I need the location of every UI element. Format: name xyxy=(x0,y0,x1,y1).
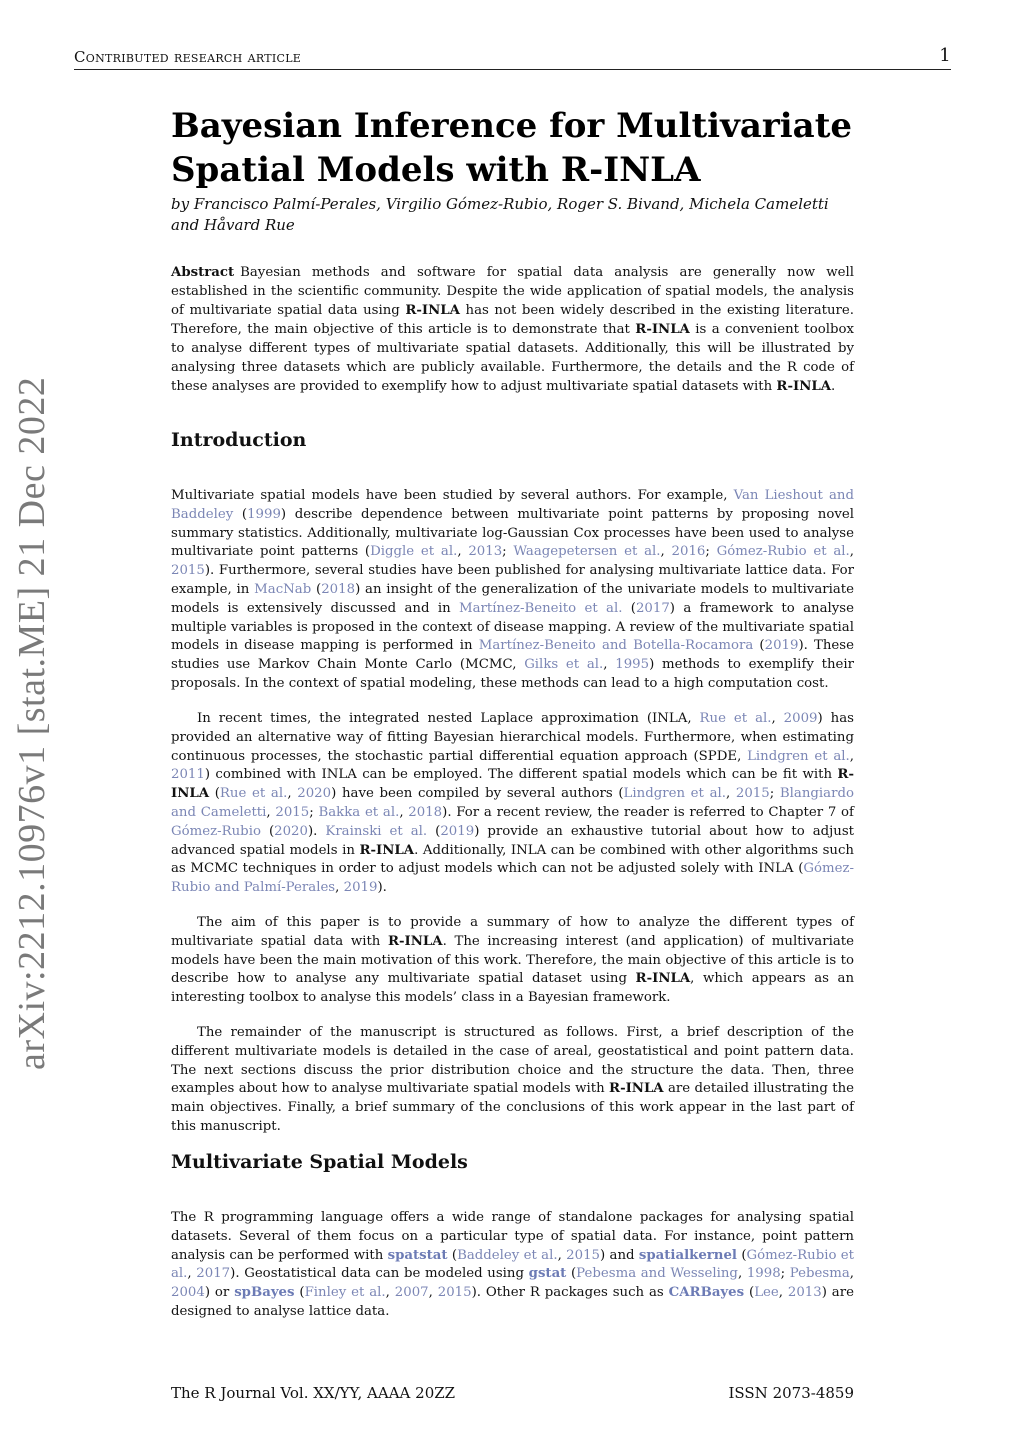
text: ; xyxy=(780,1266,790,1282)
paragraph-3 xyxy=(171,914,854,1008)
text: ). For a recent review, the reader is referred to Chapter 7 of xyxy=(442,804,854,820)
text: , xyxy=(849,544,854,560)
citation-link[interactable]: Blangiardo and Cameletti xyxy=(171,786,854,820)
citation-link[interactable]: Pebesma xyxy=(789,1266,850,1282)
issn-footer: ISSN 2073-4859 xyxy=(728,1384,854,1402)
text: ( xyxy=(744,1285,755,1301)
text: ( xyxy=(622,600,636,616)
text: ; xyxy=(502,544,514,560)
text: , xyxy=(557,1247,567,1263)
citation-link[interactable]: Gilks et al. xyxy=(524,657,604,673)
abstract xyxy=(171,263,854,396)
text: ( xyxy=(209,786,220,802)
text: , xyxy=(428,1285,438,1301)
text: ( xyxy=(736,1247,747,1263)
text: ). These studies use Markov Chain Monte Carlo (MCMC, xyxy=(171,638,854,673)
text: ) methods to exemplify their proposals. In the context of spatial modeling, these methods can lead to a high computation cost. xyxy=(171,657,854,691)
text: ). Other R packages such as xyxy=(471,1285,669,1301)
citation-link[interactable]: Rue et al. xyxy=(699,711,772,726)
text: , xyxy=(335,880,344,896)
citation-link[interactable]: 2017 xyxy=(196,1266,231,1282)
citation-link[interactable]: Finley et al. xyxy=(304,1285,386,1301)
package-name: R-INLA xyxy=(171,767,854,802)
citation-link[interactable]: 2011 xyxy=(171,767,205,783)
citation-link[interactable]: Gómez-Rubio et al. xyxy=(171,1247,855,1282)
package-name: R-INLA xyxy=(635,322,690,337)
abstract-text: Bayesian methods and software for spatial data analysis are generally now well established in the scientific community. Despite the wide application of spatial models, the analysis of multivariate spatial data using xyxy=(171,265,854,318)
citation-link[interactable]: 2018 xyxy=(321,581,356,597)
citation-link[interactable]: 2020 xyxy=(297,786,332,802)
citation-link[interactable]: Lindgren et al. xyxy=(747,748,850,764)
text: are detailed illustrating the main objectives. Finally, a brief summary of the conclusions of this work appear in the last part of this manuscript. xyxy=(171,1081,854,1134)
citation-link[interactable]: MacNab xyxy=(254,581,312,597)
citation-link[interactable]: 2015 xyxy=(437,1285,472,1301)
citation-link[interactable]: 2019 xyxy=(440,823,475,839)
text: ) or xyxy=(204,1285,235,1301)
text: , which appears as an interesting toolbox to analyse this models’ class in a Bayesian framework. xyxy=(171,971,855,1006)
running-head-label: Contributed research article xyxy=(74,48,302,66)
package-link[interactable]: spatialkernel xyxy=(638,1247,737,1263)
citation-link[interactable]: Rue et al. xyxy=(219,786,288,802)
citation-link[interactable]: Pebesma and Wesseling xyxy=(576,1266,738,1282)
paragraph-1 xyxy=(171,487,854,694)
citation-link[interactable]: Gómez-Rubio and Palmí-Perales xyxy=(171,861,854,896)
text: , xyxy=(771,711,784,726)
text: , xyxy=(399,804,409,820)
text: , xyxy=(725,786,736,802)
citation-link[interactable]: Martínez-Beneito and Botella-Rocamora xyxy=(478,638,754,654)
text: The remainder of the manuscript is structured as follows. First, a brief description of the different multivariate models is detailed in the case of areal, geostatistical and point pattern data. The next sections discuss the prior distribution choice and the structure the data. Then, three examples about how to analyse multivariate spatial models with xyxy=(171,1025,854,1097)
package-link[interactable]: spBayes xyxy=(234,1285,295,1301)
text: . The increasing interest (and application) of multivariate models have been the main motivation of this work. Therefore, the main objective of this article is to describe how to analyse any multivariate spatial dataset using xyxy=(171,933,854,987)
text: ( xyxy=(294,1285,305,1301)
citation-link[interactable]: 2019 xyxy=(764,638,799,654)
package-link[interactable]: spatstat xyxy=(387,1247,448,1263)
citation-link[interactable]: 2017 xyxy=(635,600,670,616)
citation-link[interactable]: 2016 xyxy=(671,544,706,560)
text: ) have been compiled by several authors ( xyxy=(331,786,624,802)
paper-title xyxy=(171,104,854,192)
text: , xyxy=(266,804,276,820)
text: ; xyxy=(769,786,780,802)
citation-link[interactable]: Gómez-Rubio xyxy=(171,823,261,839)
abstract-text: . xyxy=(831,379,836,394)
text: In recent times, the integrated nested Laplace approximation (INLA, xyxy=(197,711,700,726)
text: ; xyxy=(705,544,717,560)
text: , xyxy=(737,1266,747,1282)
citation-link[interactable]: Martínez-Beneito et al. xyxy=(459,600,623,616)
paragraph-5 xyxy=(171,1209,854,1322)
abstract-text: has not been widely described in the existing literature. Therefore, the main objective of this article is to demonstrate that xyxy=(171,303,854,337)
citation-link[interactable]: 2004 xyxy=(171,1285,205,1301)
arxiv-stamp: arXiv:2212.10976v1 [stat.ME] 21 Dec 2022 xyxy=(11,376,53,1070)
citation-link[interactable]: Waagepetersen et al. xyxy=(513,544,661,560)
citation-link[interactable]: Gómez-Rubio et al. xyxy=(716,544,850,560)
text: . Additionally, INLA can be combined with other algorithms such as MCMC techniques in order to adjust models which can not be adjusted solely with INLA ( xyxy=(171,842,854,877)
package-link[interactable]: gstat xyxy=(528,1266,567,1282)
abstract-text: is a convenient toolbox to analyse different types of multivariate spatial datasets. Additionally, this will be illustrated by analysing three datasets which are publicly available. Furthermore, the details and the R code of these analyses are provided to exemplify how to adjust multivariate spatial datasets with xyxy=(171,322,854,394)
title-line-1: Bayesian Inference for Multivariate xyxy=(171,106,853,146)
title-line-2: Spatial Models with R-INLA xyxy=(171,150,701,190)
text: ) has provided an alternative way of fitting Bayesian hierarchical models. Furthermore, when estimating continuous processes, the stochastic partial differential equation approach (SPDE, xyxy=(171,711,854,764)
citation-link[interactable]: Lindgren et al. xyxy=(623,786,726,802)
text: , xyxy=(660,544,672,560)
citation-link[interactable]: Bakka et al. xyxy=(318,804,400,820)
citation-link[interactable]: 2007 xyxy=(394,1285,429,1301)
citation-link[interactable]: 2015 xyxy=(735,786,770,802)
text: ) are designed to analyse lattice data. xyxy=(171,1285,854,1319)
package-link[interactable]: CARBayes xyxy=(668,1285,745,1301)
text: ( xyxy=(233,506,248,522)
text: , xyxy=(849,1266,854,1282)
citation-link[interactable]: Krainski et al. xyxy=(325,823,428,839)
text: , xyxy=(778,1285,788,1301)
citation-link[interactable]: 2020 xyxy=(274,823,308,839)
page-number: 1 xyxy=(939,45,951,66)
text: The R programming language offers a wide range of standalone packages for analysing spatial datasets. Several of them focus on a particular type of spatial data. For instance, point pattern analysis can be performed with xyxy=(171,1210,854,1263)
citation-link[interactable]: 2015 xyxy=(566,1247,600,1263)
text: ). Geostatistical data can be modeled using xyxy=(230,1266,529,1282)
text: ( xyxy=(427,823,441,839)
text: ). xyxy=(307,823,326,839)
abstract-label: Abstract xyxy=(171,265,235,280)
citation-link[interactable]: Baddeley et al. xyxy=(457,1247,558,1263)
text: ). xyxy=(377,880,387,896)
citation-link[interactable]: 1999 xyxy=(247,506,281,522)
citation-link[interactable]: 2019 xyxy=(343,880,378,896)
package-name: R-INLA xyxy=(359,842,415,858)
citation-link[interactable]: Van Lieshout and Baddeley xyxy=(171,488,854,522)
text: , xyxy=(385,1285,395,1301)
journal-footer: The R Journal Vol. XX/YY, AAAA 20ZZ xyxy=(171,1384,456,1402)
package-name: R-INLA xyxy=(405,303,460,318)
citation-link[interactable]: Lee xyxy=(754,1285,779,1301)
citation-link[interactable]: 2009 xyxy=(783,711,818,726)
citation-link[interactable]: 2015 xyxy=(171,563,205,579)
citation-link[interactable]: 2015 xyxy=(275,804,310,820)
citation-link[interactable]: 2013 xyxy=(787,1285,822,1301)
text: , xyxy=(457,544,469,560)
text: , xyxy=(849,748,854,764)
text: ) and xyxy=(600,1247,639,1263)
citation-link[interactable]: 2013 xyxy=(468,544,503,560)
text: ( xyxy=(447,1247,458,1263)
running-head xyxy=(74,47,951,70)
text: ( xyxy=(566,1266,577,1282)
text: , xyxy=(287,786,298,802)
text: ). Furthermore, several studies have been published for analysing multivariate lattice data. For example, in xyxy=(171,563,854,597)
citation-link[interactable]: 2018 xyxy=(408,804,443,820)
authors: by Francisco Palmí-Perales, Virgilio Gómez-Rubio, Roger S. Bivand, Michela Cameletti and Håvard Rue xyxy=(171,195,829,234)
text: ) a framework to analyse multiple variables is proposed in the context of disease mapping. A review of the multivariate spatial models in disease mapping is performed in xyxy=(171,600,854,654)
text: ( xyxy=(753,638,765,654)
citation-link[interactable]: 1998 xyxy=(746,1266,781,1282)
text: ( xyxy=(260,823,275,839)
text: , xyxy=(187,1266,197,1282)
text: The aim of this paper is to provide a summary of how to analyze the different types of multivariate spatial data with xyxy=(171,915,854,949)
text: ; xyxy=(309,804,319,820)
text: , xyxy=(603,657,616,673)
text: ) describe dependence between multivariate point patterns by proposing novel summary statistics. Additionally, multivariate log-Gaussian Cox processes have been used to analyse multivariate point patterns ( xyxy=(171,506,854,560)
text: ) provide an exhaustive tutorial about how to adjust advanced spatial models in xyxy=(171,823,854,858)
package-name: R-INLA xyxy=(609,1081,664,1097)
text: ( xyxy=(311,581,322,597)
package-name: R-INLA xyxy=(776,379,832,394)
paragraph-2 xyxy=(171,710,854,898)
citation-link[interactable]: 1995 xyxy=(615,657,650,673)
text: Multivariate spatial models have been studied by several authors. For example, xyxy=(171,488,734,503)
package-name: R-INLA xyxy=(635,971,691,987)
package-name: R-INLA xyxy=(387,933,443,949)
paragraph-4 xyxy=(171,1024,854,1137)
citation-link[interactable]: Diggle et al. xyxy=(370,544,458,560)
text: ) an insight of the generalization of the univariate models to multivariate models is extensively discussed and in xyxy=(171,581,854,616)
text: ) combined with INLA can be employed. The different spatial models which can be fit with xyxy=(204,767,838,783)
section-heading-introduction: Introduction xyxy=(171,429,307,451)
section-heading-multivariate-spatial-models: Multivariate Spatial Models xyxy=(171,1151,468,1173)
